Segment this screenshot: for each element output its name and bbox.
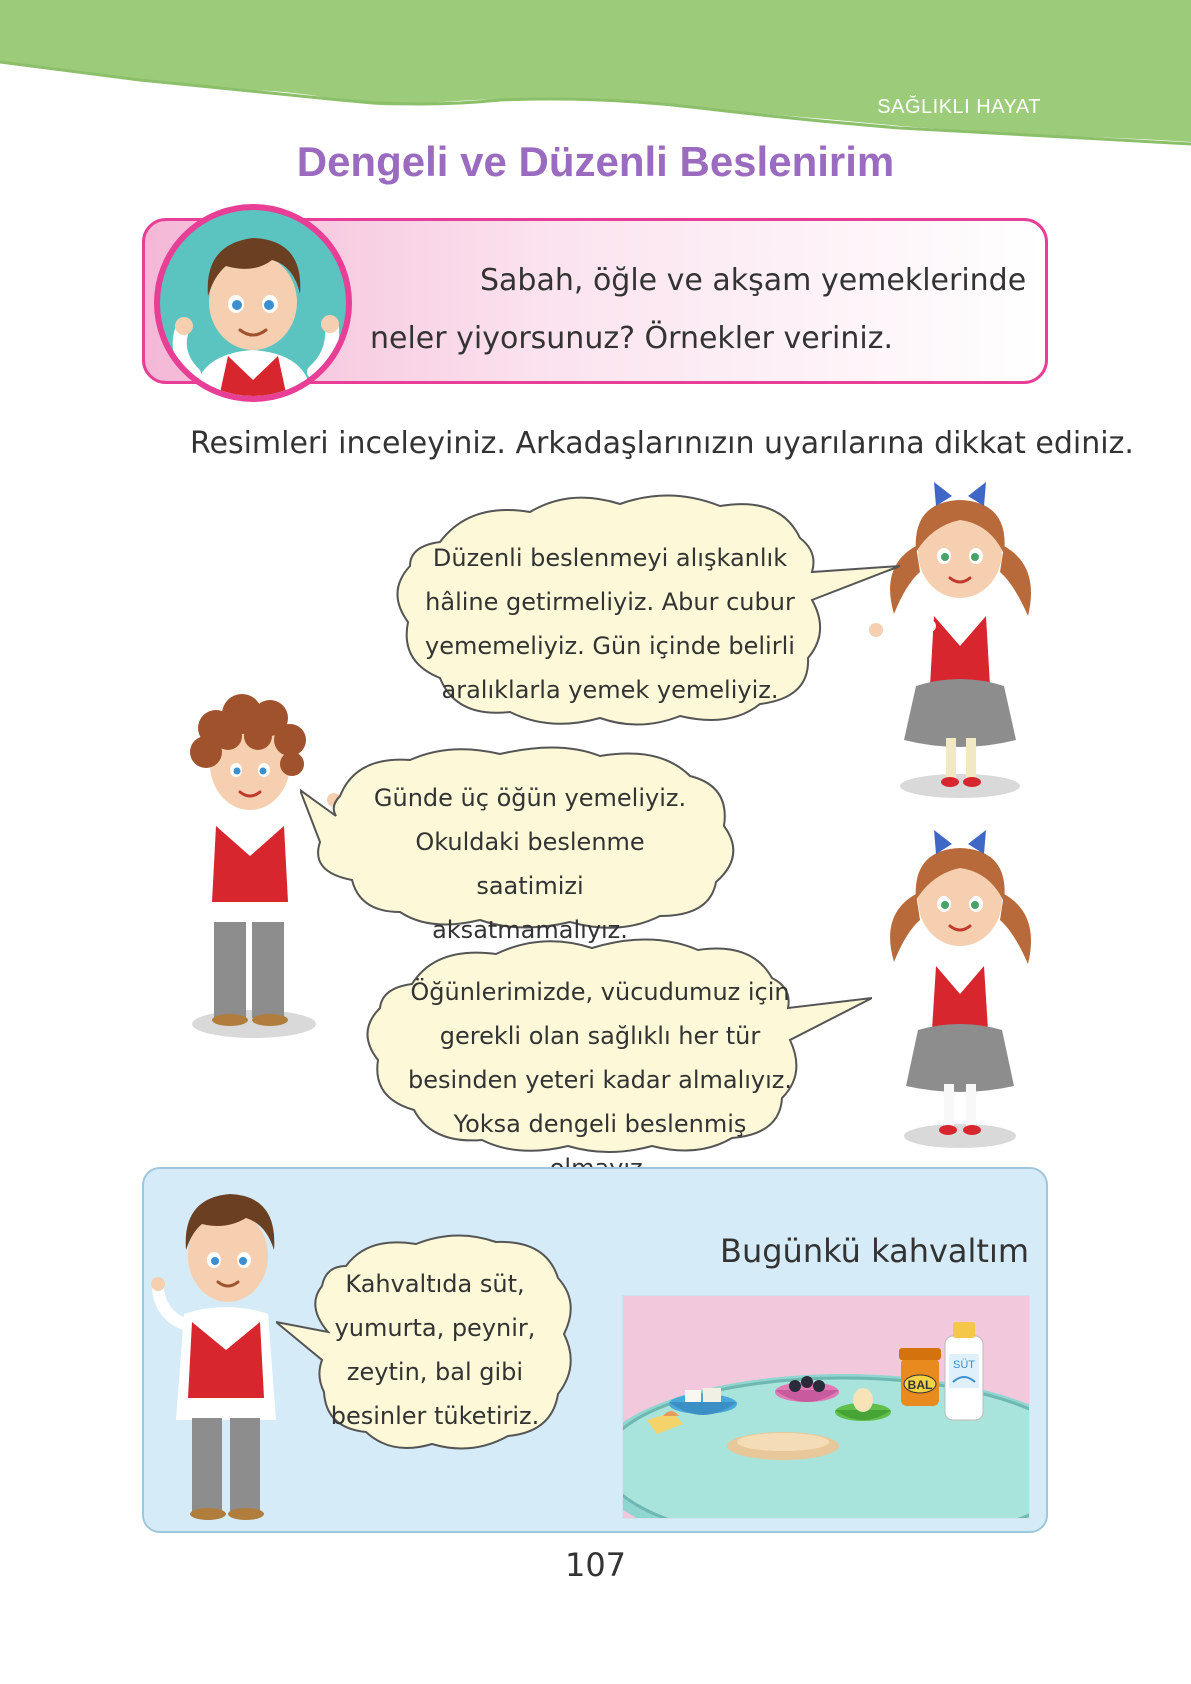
bubble-1-text <box>420 536 800 712</box>
page-number: 107 <box>564 1546 627 1584</box>
question-text <box>370 252 1030 368</box>
bubble-2-line: Günde üç öğün yemeliyiz. <box>373 784 687 812</box>
bubble-4-line: besinler tüketiriz. <box>330 1402 540 1430</box>
bubble-4-line: zeytin, bal gibi <box>346 1358 524 1386</box>
bubble-1-line: hâline getirmeliyiz. Abur cubur <box>425 588 795 616</box>
question-line-2: neler yiyorsunuz? Örnekler veriniz. <box>370 321 893 356</box>
bubble-3-line: Yoksa dengeli beslenmiş <box>453 1110 747 1138</box>
header-band <box>0 0 1191 150</box>
breakfast-title: Bugünkü kahvaltım <box>720 1232 1030 1270</box>
bubble-3-line: gerekli olan sağlıklı her tür <box>439 1022 761 1050</box>
bubble-2-text <box>360 776 700 952</box>
instruction-text: Resimleri inceleyiniz. Arkadaşlarınızın uyarılarına dikkat ediniz. <box>190 426 1134 461</box>
bubble-3-text <box>400 970 800 1190</box>
breakfast-table-illustration <box>623 1296 1029 1518</box>
bubble-3-line: Öğünlerimizde, vücudumuz için <box>410 978 790 1006</box>
page-title: Dengeli ve Düzenli Beslenirim <box>296 138 895 185</box>
bubble-2-line: Okuldaki beslenme saatimizi <box>415 828 645 900</box>
section-label: SAĞLIKLI HAYAT <box>877 96 1041 118</box>
breakfast-illustration-frame <box>622 1295 1030 1519</box>
bubble-4-text <box>320 1262 550 1438</box>
bubble-1-line: yememeliyiz. Gün içinde belirli <box>425 632 795 660</box>
milk-bottle-label: SÜT <box>953 1359 975 1371</box>
boy-portrait-illustration <box>154 204 352 402</box>
bubble-1-line: aralıklarla yemek yemeliyiz. <box>441 676 779 704</box>
honey-jar-label: BAL <box>907 1378 933 1392</box>
bubble-2-line: aksatmamalıyız. <box>432 916 628 944</box>
girl-illustration-bottom <box>860 818 1050 1158</box>
question-line-1: Sabah, öğle ve akşam yemeklerinde <box>480 263 1027 298</box>
bubble-3-line: besinden yeteri kadar almalıyız. <box>407 1066 793 1094</box>
bubble-1-line: Düzenli beslenmeyi alışkanlık <box>432 544 788 572</box>
bubble-4-line: yumurta, peynir, <box>334 1314 536 1342</box>
bubble-4-line: Kahvaltıda süt, <box>345 1270 525 1298</box>
